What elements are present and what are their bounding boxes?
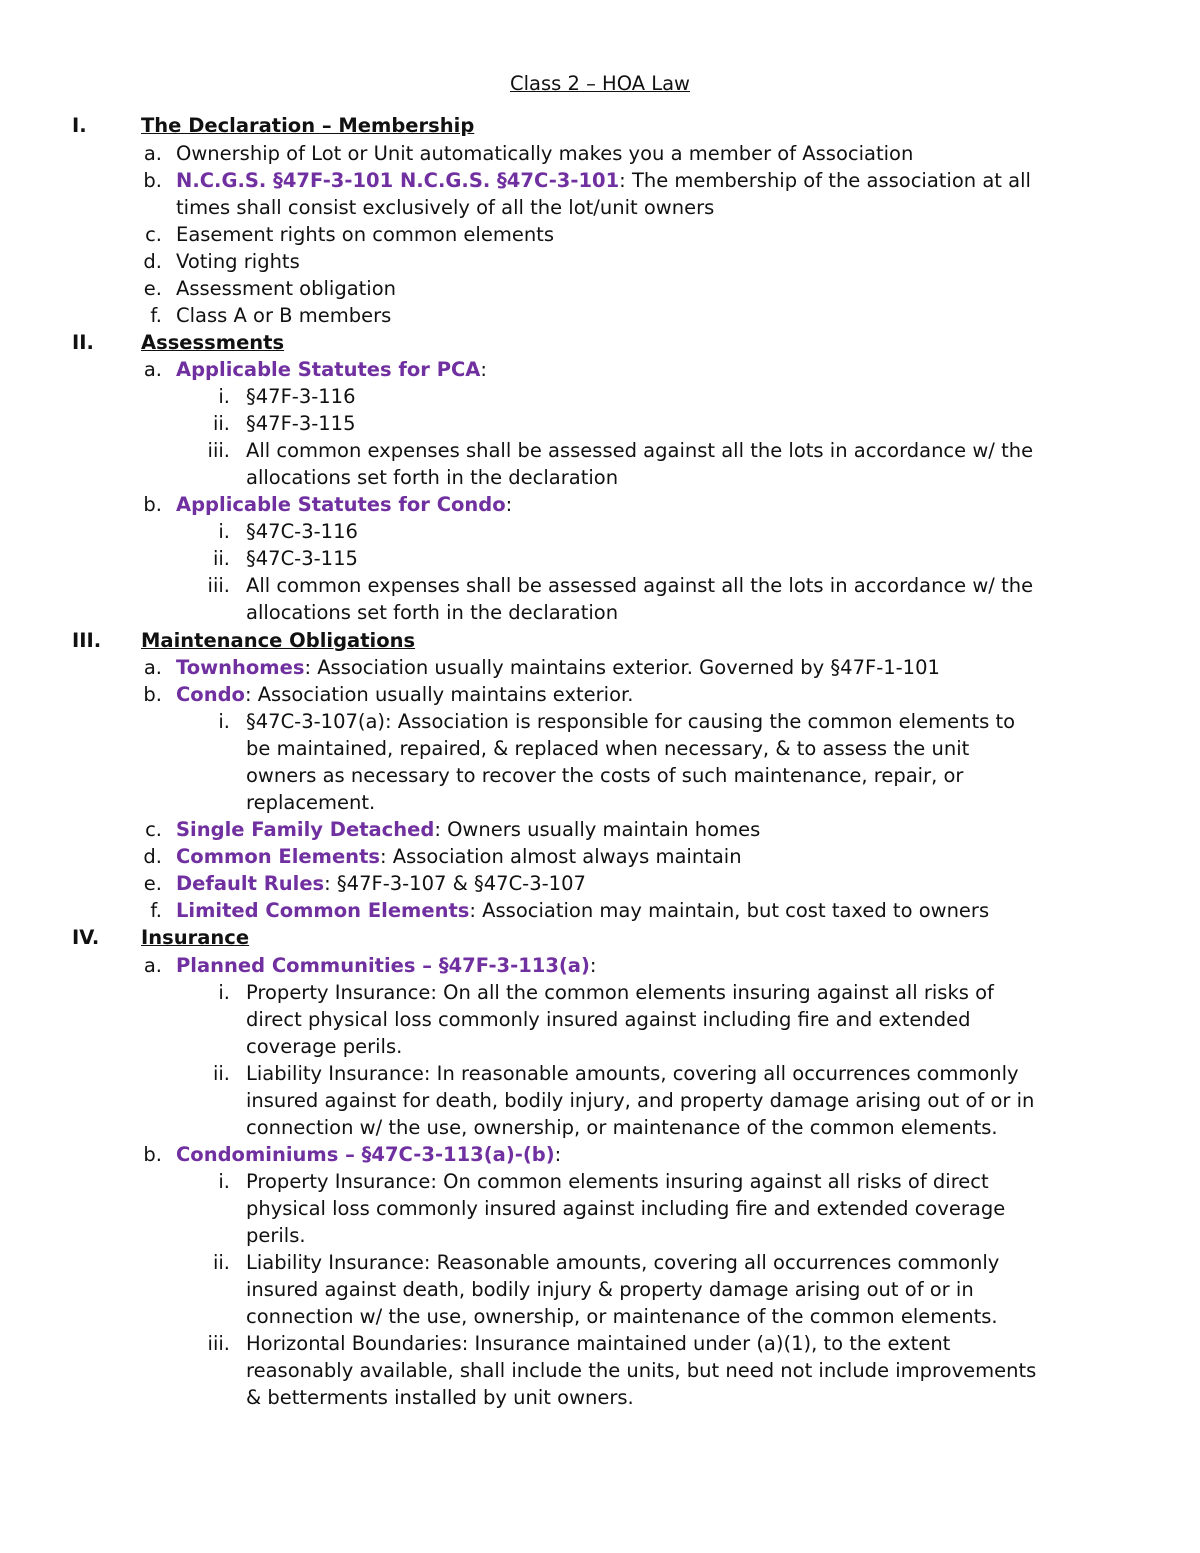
subitem-marker: i. xyxy=(218,981,230,1004)
subitem-marker: i. xyxy=(218,1170,230,1193)
sub-list-item-continuation: owners as necessary to recover the costs of such maintenance, repair, or xyxy=(246,764,964,787)
subitem-marker: iii. xyxy=(207,439,230,462)
sub-list-item: Liability Insurance: In reasonable amounts, covering all occurrences commonly xyxy=(246,1062,1019,1085)
item-marker: d. xyxy=(143,250,162,273)
list-item: Single Family Detached: Owners usually maintain homes xyxy=(176,818,761,841)
section-heading: Insurance xyxy=(141,926,250,949)
sub-list-item: §47F-3-115 xyxy=(246,412,356,435)
sub-list-item-continuation: coverage perils. xyxy=(246,1035,403,1058)
statute-heading: Condominiums – §47C-3-113(a)-(b) xyxy=(176,1143,555,1166)
item-marker: a. xyxy=(143,954,162,977)
list-item: Default Rules: §47F-3-107 & §47C-3-107 xyxy=(176,872,586,895)
topic-label: Common Elements xyxy=(176,845,380,868)
item-marker: d. xyxy=(143,845,162,868)
list-item: Applicable Statutes for PCA: xyxy=(176,358,487,381)
statute-heading: Planned Communities – §47F-3-113(a) xyxy=(176,954,590,977)
sub-list-item-continuation: insured against for death, bodily injury, and property damage arising out of or in xyxy=(246,1089,1035,1112)
item-marker: b. xyxy=(143,169,162,192)
list-item: Condominiums – §47C-3-113(a)-(b): xyxy=(176,1143,562,1166)
list-item: Applicable Statutes for Condo: xyxy=(176,493,513,516)
subitem-marker: i. xyxy=(218,520,230,543)
topic-label: Single Family Detached xyxy=(176,818,435,841)
list-item: Townhomes: Association usually maintains exterior. Governed by §47F-1-101 xyxy=(176,656,940,679)
topic-label: Townhomes xyxy=(176,656,305,679)
section-heading: The Declaration – Membership xyxy=(141,114,475,137)
subitem-marker: ii. xyxy=(212,412,230,435)
topic-label: Condo xyxy=(176,683,245,706)
sub-list-item-continuation: replacement. xyxy=(246,791,376,814)
item-marker: b. xyxy=(143,683,162,706)
item-marker: c. xyxy=(145,223,162,246)
sub-list-item-continuation: connection w/ the use, ownership, or maintenance of the common elements. xyxy=(246,1116,998,1139)
item-marker: a. xyxy=(143,358,162,381)
item-marker: c. xyxy=(145,818,162,841)
item-marker: f. xyxy=(150,899,162,922)
sub-list-item: All common expenses shall be assessed against all the lots in accordance w/ the xyxy=(246,574,1034,597)
subitem-marker: ii. xyxy=(212,1251,230,1274)
statute-heading: Applicable Statutes for Condo xyxy=(176,493,506,516)
page-title: Class 2 – HOA Law xyxy=(509,72,691,95)
sub-list-item-continuation: physical loss commonly insured against including fire and extended coverage xyxy=(246,1197,1006,1220)
sub-list-item-continuation: allocations set forth in the declaration xyxy=(246,466,619,489)
section-number: II. xyxy=(72,331,94,354)
list-item: Voting rights xyxy=(176,250,300,273)
sub-list-item: All common expenses shall be assessed against all the lots in accordance w/ the xyxy=(246,439,1034,462)
sub-list-item-continuation: direct physical loss commonly insured against including fire and extended xyxy=(246,1008,971,1031)
sub-list-item: Property Insurance: On common elements insuring against all risks of direct xyxy=(246,1170,989,1193)
subitem-marker: ii. xyxy=(212,1062,230,1085)
topic-label: Default Rules xyxy=(176,872,325,895)
list-item: Condo: Association usually maintains exterior. xyxy=(176,683,634,706)
list-item: Common Elements: Association almost always maintain xyxy=(176,845,742,868)
sub-list-item-continuation: perils. xyxy=(246,1224,306,1247)
statute-reference: N.C.G.S. §47F-3-101 N.C.G.S. §47C-3-101 xyxy=(176,169,620,192)
item-marker: a. xyxy=(143,142,162,165)
subitem-marker: ii. xyxy=(212,547,230,570)
sub-list-item-continuation: connection w/ the use, ownership, or maintenance of the common elements. xyxy=(246,1305,998,1328)
sub-list-item: §47C-3-107(a): Association is responsible for causing the common elements to xyxy=(246,710,1016,733)
list-item: Planned Communities – §47F-3-113(a): xyxy=(176,954,597,977)
item-marker: a. xyxy=(143,656,162,679)
section-number: IV. xyxy=(72,926,100,949)
statute-heading: Applicable Statutes for PCA xyxy=(176,358,481,381)
list-item-continuation: times shall consist exclusively of all the lot/unit owners xyxy=(176,196,715,219)
sub-list-item-continuation: & betterments installed by unit owners. xyxy=(246,1386,634,1409)
sub-list-item-continuation: allocations set forth in the declaration xyxy=(246,601,619,624)
topic-label: Limited Common Elements xyxy=(176,899,470,922)
section-heading: Maintenance Obligations xyxy=(141,629,416,652)
subitem-marker: i. xyxy=(218,710,230,733)
item-text: : The membership of the association at all xyxy=(619,169,1031,192)
item-marker: b. xyxy=(143,493,162,516)
sub-list-item: §47C-3-116 xyxy=(246,520,358,543)
item-marker: e. xyxy=(143,277,162,300)
list-item: Easement rights on common elements xyxy=(176,223,554,246)
subitem-marker: i. xyxy=(218,385,230,408)
item-marker: e. xyxy=(143,872,162,895)
sub-list-item: Liability Insurance: Reasonable amounts, covering all occurrences commonly xyxy=(246,1251,1000,1274)
list-item: Ownership of Lot or Unit automatically makes you a member of Association xyxy=(176,142,914,165)
sub-list-item-continuation: be maintained, repaired, & replaced when necessary, & to assess the unit xyxy=(246,737,970,760)
list-item xyxy=(176,167,1031,194)
section-heading: Assessments xyxy=(141,331,285,354)
sub-list-item-continuation: insured against death, bodily injury & property damage arising out of or in xyxy=(246,1278,974,1301)
item-marker: b. xyxy=(143,1143,162,1166)
sub-list-item: Property Insurance: On all the common elements insuring against all risks of xyxy=(246,981,994,1004)
sub-list-item: §47C-3-115 xyxy=(246,547,358,570)
section-number: I. xyxy=(72,114,87,137)
section-number: III. xyxy=(72,629,102,652)
list-item: Limited Common Elements: Association may maintain, but cost taxed to owners xyxy=(176,899,990,922)
sub-list-item: Horizontal Boundaries: Insurance maintained under (a)(1), to the extent xyxy=(246,1332,951,1355)
sub-list-item: §47F-3-116 xyxy=(246,385,356,408)
item-marker: f. xyxy=(150,304,162,327)
subitem-marker: iii. xyxy=(207,1332,230,1355)
list-item: Class A or B members xyxy=(176,304,392,327)
subitem-marker: iii. xyxy=(207,574,230,597)
sub-list-item-continuation: reasonably available, shall include the units, but need not include improvements xyxy=(246,1359,1037,1382)
list-item: Assessment obligation xyxy=(176,277,396,300)
